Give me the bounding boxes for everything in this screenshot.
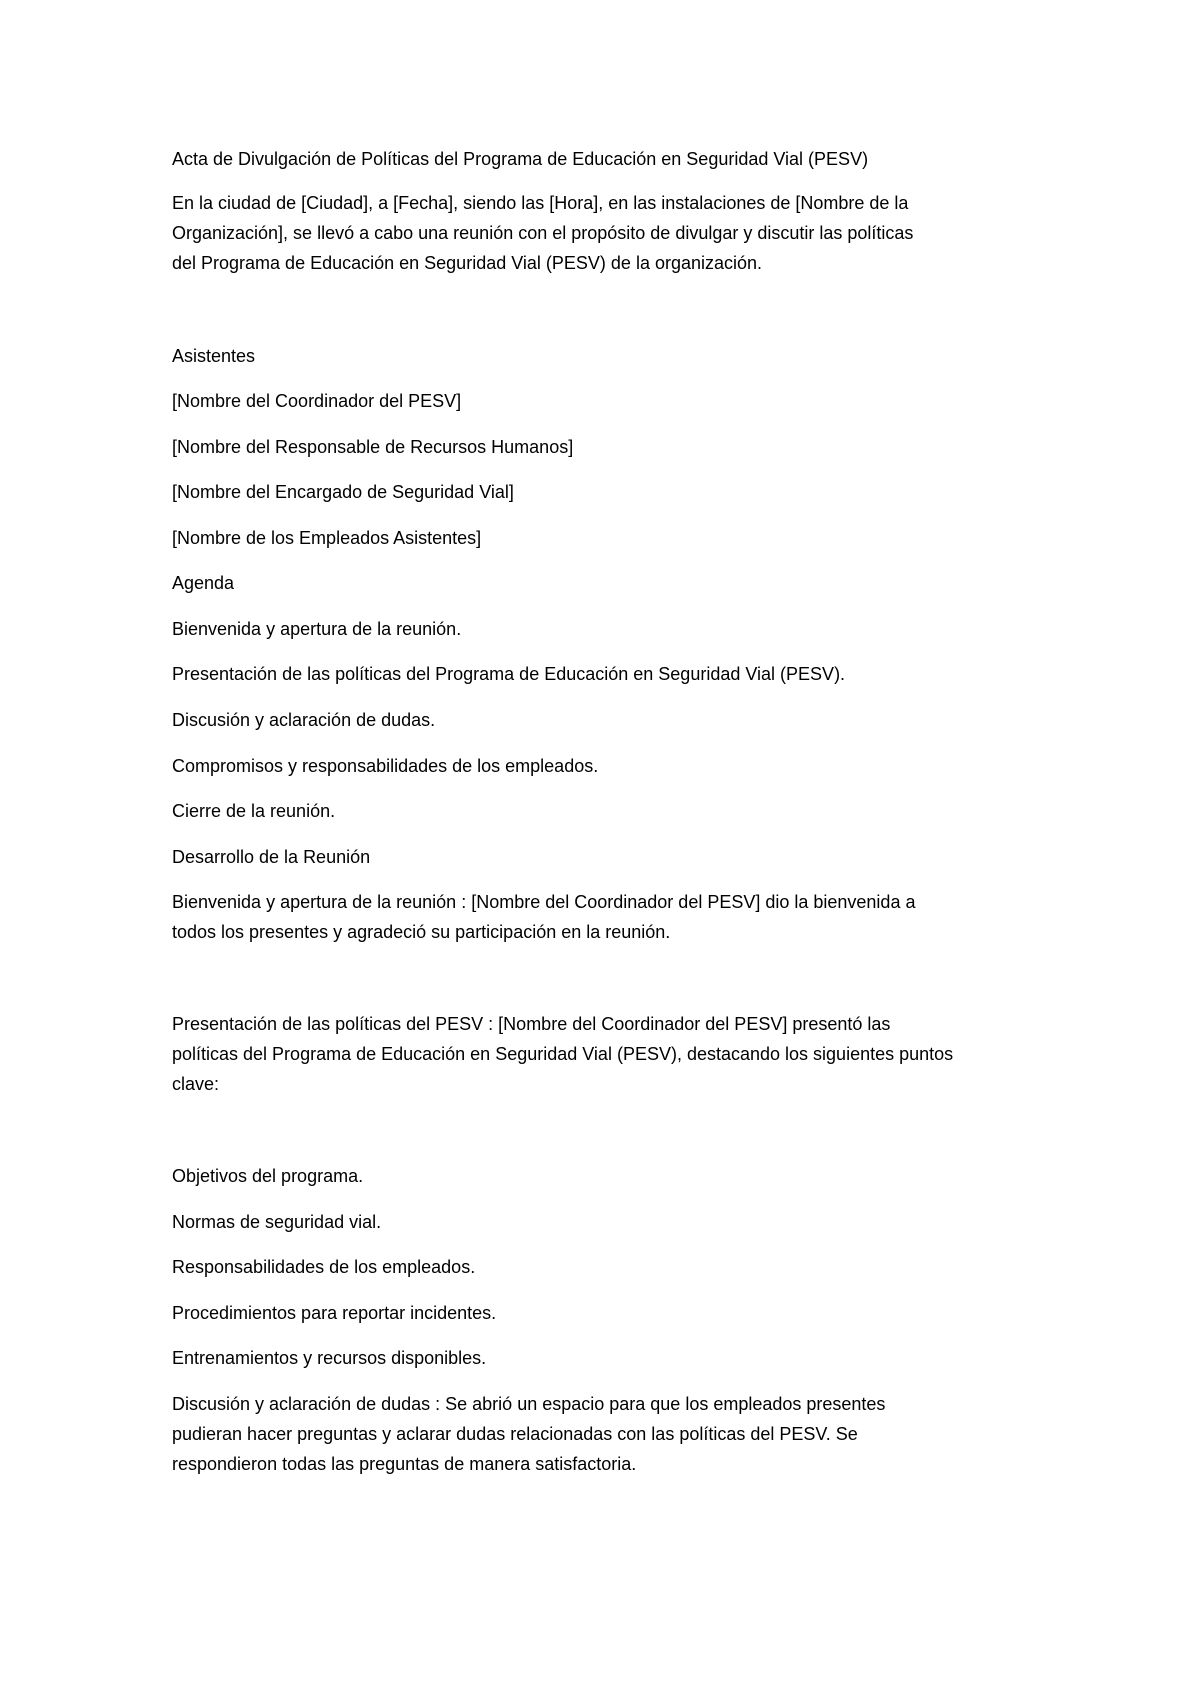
attendee-item: [Nombre del Responsable de Recursos Humanos] [172,437,574,457]
presentation-paragraph-line: clave: [172,1074,220,1094]
agenda-item: Presentación de las políticas del Programa de Educación en Seguridad Vial (PESV). [172,664,846,684]
agenda-item: Compromisos y responsabilidades de los empleados. [172,756,599,776]
key-point-item: Responsabilidades de los empleados. [172,1257,476,1277]
attendee-item: [Nombre del Encargado de Seguridad Vial] [172,482,514,502]
agenda-item: Cierre de la reunión. [172,801,336,821]
document-title: Acta de Divulgación de Políticas del Programa de Educación en Seguridad Vial (PESV) [172,149,869,169]
key-point-item: Procedimientos para reportar incidentes. [172,1303,497,1323]
presentation-paragraph-line: políticas del Programa de Educación en Seguridad Vial (PESV), destacando los siguientes puntos [172,1044,954,1064]
attendees-heading: Asistentes [172,346,256,366]
key-point-item: Entrenamientos y recursos disponibles. [172,1348,487,1368]
development-heading: Desarrollo de la Reunión [172,847,371,867]
agenda-heading: Agenda [172,573,235,593]
key-point-item: Objetivos del programa. [172,1166,364,1186]
intro-paragraph-line: En la ciudad de [Ciudad], a [Fecha], siendo las [Hora], en las instalaciones de [Nombre de la [172,193,909,213]
agenda-item: Discusión y aclaración de dudas. [172,710,436,730]
agenda-item: Bienvenida y apertura de la reunión. [172,619,462,639]
discussion-paragraph-line: respondieron todas las preguntas de manera satisfactoria. [172,1454,637,1474]
attendee-item: [Nombre de los Empleados Asistentes] [172,528,482,548]
welcome-paragraph-line: Bienvenida y apertura de la reunión : [Nombre del Coordinador del PESV] dio la bienvenida a [172,892,916,912]
presentation-paragraph-line: Presentación de las políticas del PESV : [Nombre del Coordinador del PESV] presentó las [172,1014,891,1034]
intro-paragraph-line: del Programa de Educación en Seguridad Vial (PESV) de la organización. [172,253,763,273]
key-point-item: Normas de seguridad vial. [172,1212,382,1232]
welcome-paragraph-line: todos los presentes y agradeció su participación en la reunión. [172,922,671,942]
document-page [172,0,1052,1698]
attendee-item: [Nombre del Coordinador del PESV] [172,391,462,411]
intro-paragraph-line: Organización], se llevó a cabo una reunión con el propósito de divulgar y discutir las políticas [172,223,914,243]
discussion-paragraph-line: pudieran hacer preguntas y aclarar dudas relacionadas con las políticas del PESV. Se [172,1424,858,1444]
discussion-paragraph-line: Discusión y aclaración de dudas : Se abrió un espacio para que los empleados presentes [172,1394,886,1414]
